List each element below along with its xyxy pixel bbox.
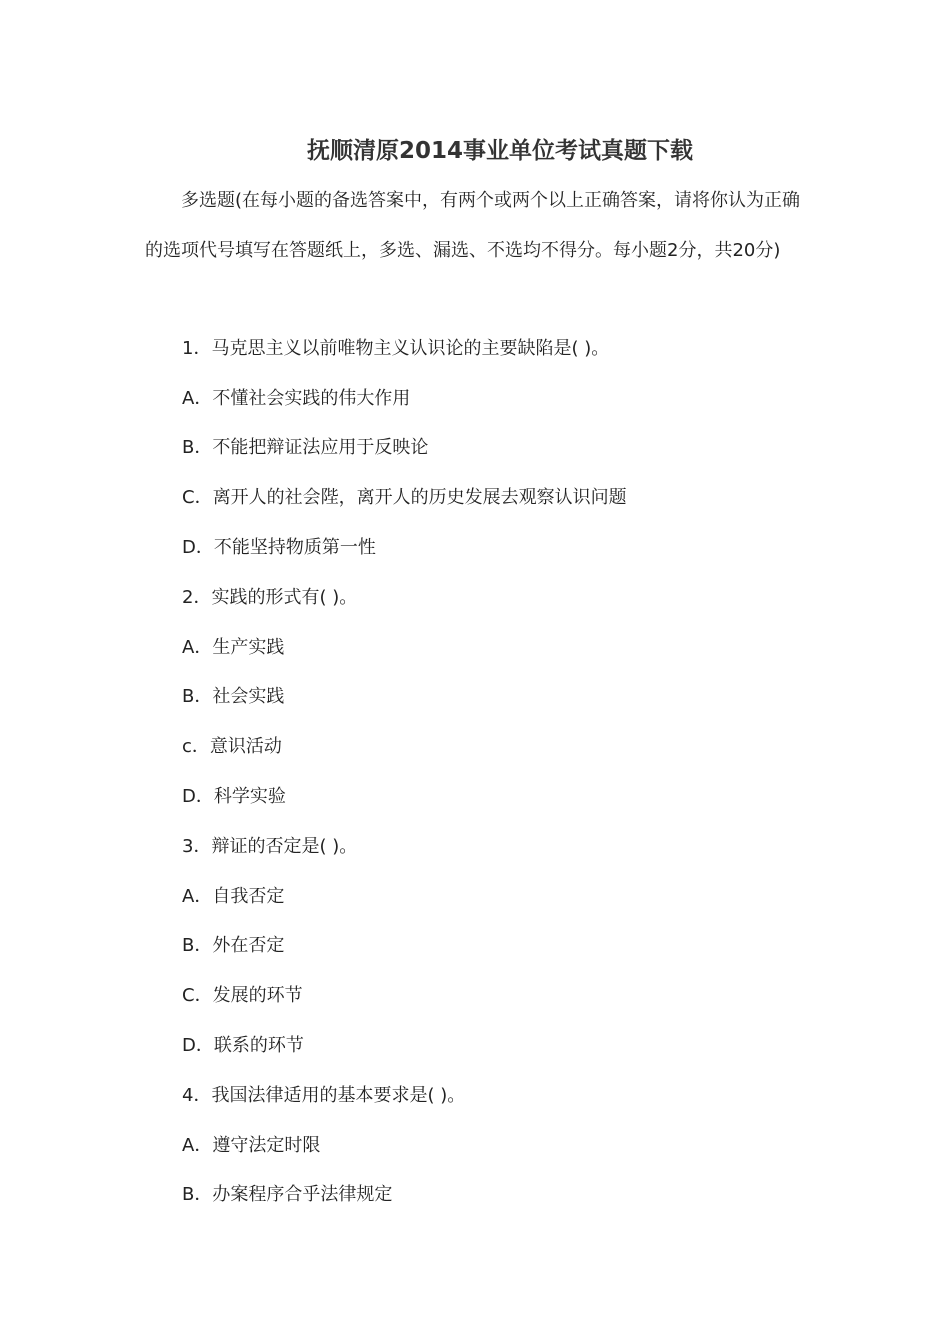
question-3: 3．辩证的否定是( )。 — [182, 836, 358, 857]
question-2-option-a: A．生产实践 — [182, 637, 285, 658]
question-3-option-c: C．发展的环节 — [182, 985, 303, 1006]
section-instructions: 多选题(在每小题的备选答案中，有两个或两个以上正确答案，请将你认为正确的选项代号填写在答题纸上，多选、漏选、不选均不得分。每小题2分，共20分) — [145, 190, 801, 261]
question-4-option-b: B．办案程序合乎法律规定 — [182, 1184, 393, 1205]
document-title: 抚顺清原2014事业单位考试真题下载 — [306, 138, 693, 164]
question-1-option-a: A．不懂社会实践的伟大作用 — [182, 388, 411, 409]
question-4: 4．我国法律适用的基本要求是( )。 — [182, 1085, 466, 1106]
question-1: 1．马克思主义以前唯物主义认识论的主要缺陷是( )。 — [182, 338, 610, 359]
question-2-option-d: D．科学实验 — [182, 786, 286, 807]
question-1-option-b: B．不能把辩证法应用于反映论 — [182, 437, 429, 458]
question-3-option-d: D．联系的环节 — [182, 1035, 304, 1056]
question-2-option-b: B．社会实践 — [182, 686, 285, 707]
question-2: 2．实践的形式有( )。 — [182, 587, 358, 608]
question-3-option-b: B．外在否定 — [182, 935, 285, 956]
question-1-option-c: C．离开人的社会陛，离开人的历史发展去观察认识问题 — [182, 487, 627, 508]
question-2-option-c: c．意识活动 — [182, 736, 282, 757]
question-3-option-a: A．自我否定 — [182, 886, 285, 907]
question-4-option-a: A．遵守法定时限 — [182, 1135, 321, 1156]
question-1-option-d: D．不能坚持物质第一性 — [182, 537, 376, 558]
